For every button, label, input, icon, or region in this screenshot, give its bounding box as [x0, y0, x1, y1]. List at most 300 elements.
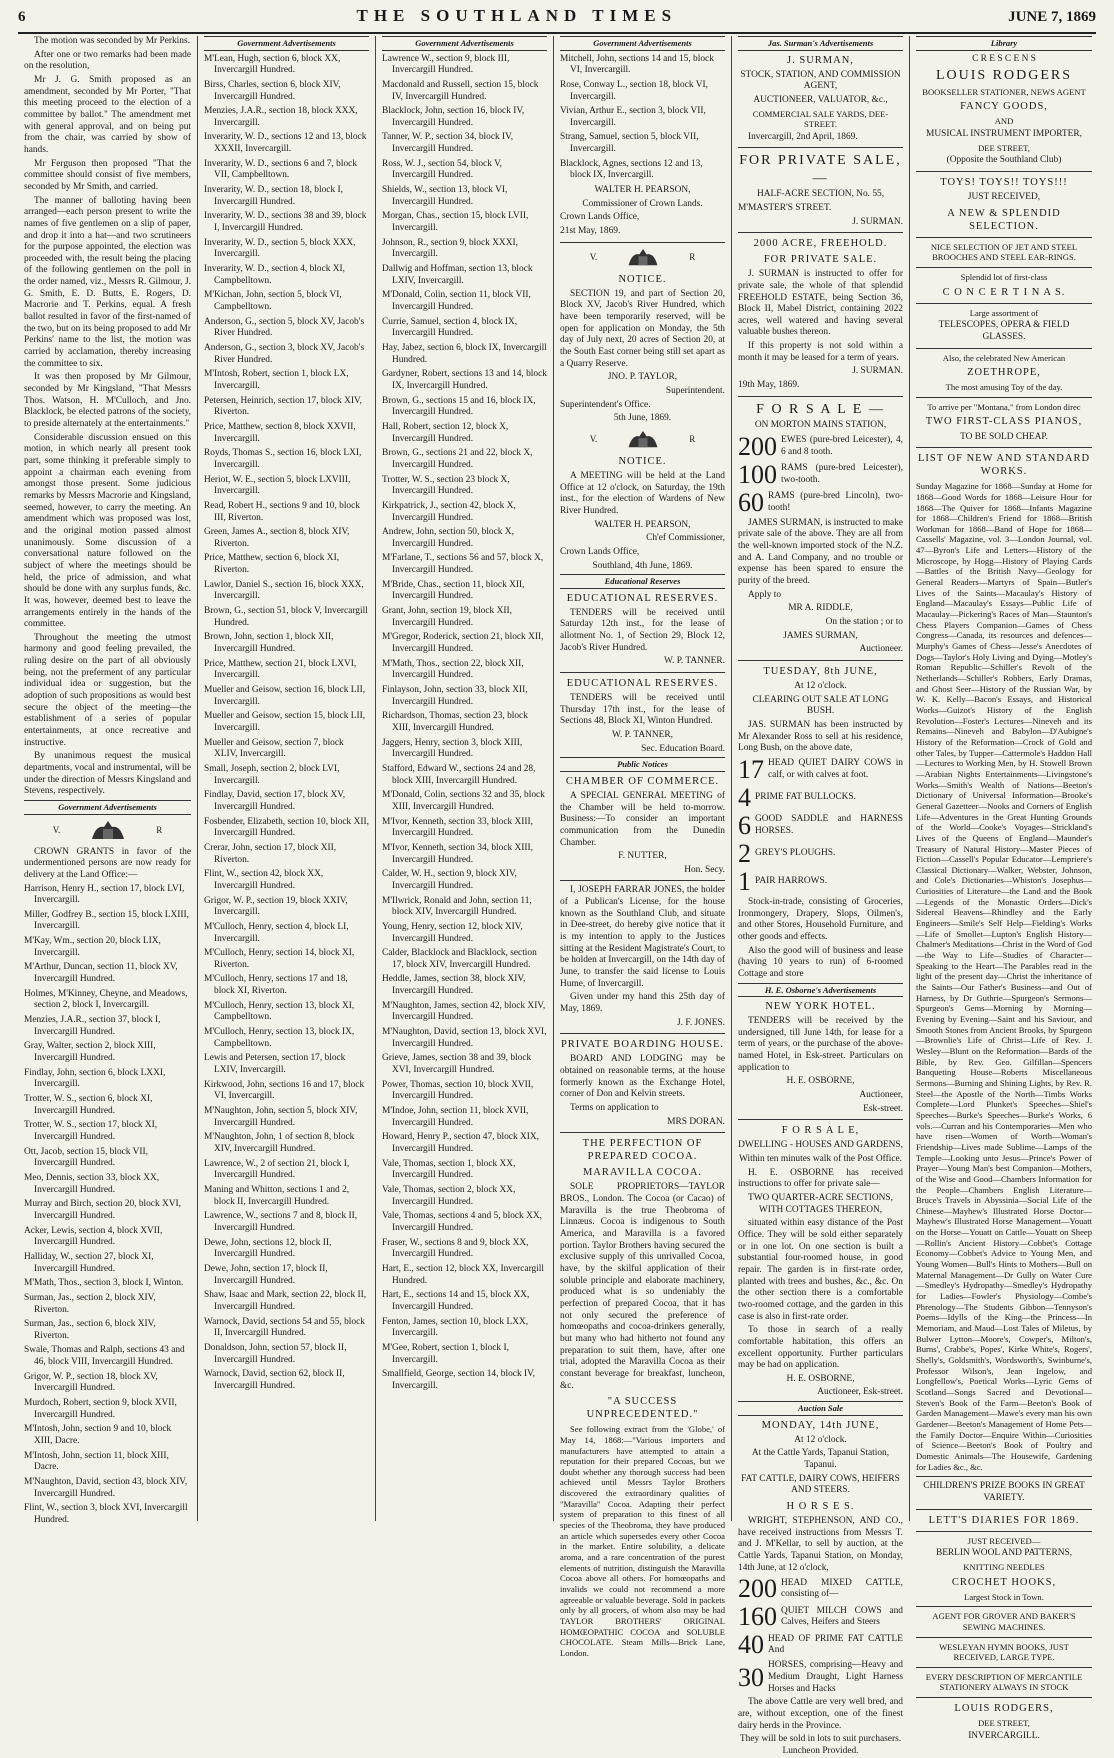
advert-text: JUST RECEIVED— — [967, 1535, 1041, 1546]
list-item: Hart, E., section 12, block XX, Invercargill Hundred. — [382, 1263, 545, 1286]
list-item: Dewe, John, sections 12, block II, Invercargill Hundred. — [204, 1237, 332, 1260]
divider — [738, 396, 903, 397]
list-item: Vale, Thomas, sections 4 and 5, block XX, Invercargill Hundred. — [382, 1211, 542, 1233]
stock-list — [738, 431, 903, 517]
list-item: Grigor, W. P., section 18, block XV, Invercargill Hundred. — [24, 1371, 158, 1394]
divider — [916, 1531, 1092, 1532]
stock-quantity: 6 — [738, 810, 751, 840]
list-item: M'Math, Thos., section 22, block XII, Invercargill Hundred. — [382, 658, 524, 681]
list-item: Finlayson, John, section 33, block XII, Invercargill Hundred. — [382, 685, 528, 707]
signature-title: Auctioneer. — [859, 644, 903, 655]
advert-title: BERLIN WOOL AND PATTERNS, — [935, 1548, 1073, 1559]
advert-text: TENDERS will be received by the undersigned, till June 14th, for lease for a term of years, or the purchase of the above-named Hotel, in Esk-street. Particulars on application to — [738, 1016, 903, 1073]
signature: J. SURMAN. — [852, 366, 903, 377]
advert-title: F O R S A L E, — [781, 1125, 860, 1137]
newspaper-title: THE SOUTHLAND TIMES — [356, 6, 678, 25]
list-item: Young, Henry, section 12, block XIV, Invercargill Hundred. — [382, 921, 523, 944]
divider — [916, 1606, 1092, 1607]
list-item: M'Intosh, John, section 11, block XIII, Dacre. — [24, 1450, 169, 1473]
signature: H. E. OSBORNE, — [786, 1373, 855, 1384]
advert-location: M'MASTER'S STREET. — [738, 202, 832, 213]
crest-right-letter: R — [689, 434, 696, 445]
section-header: Educational Reserves — [560, 574, 725, 589]
stock-item — [738, 1632, 903, 1658]
stock-description: QUIET MILCH COWS and Calves, Heifers and Steers — [781, 1605, 903, 1628]
signature: MR A. RIDDLE, — [788, 603, 853, 614]
list-item: M'Farlane, T., sections 56 and 57, block X, Invercargill Hundred. — [382, 553, 544, 576]
divider — [560, 1033, 725, 1034]
list-item: Surman, Jas., section 6, block XIV, Riverton. — [24, 1319, 156, 1341]
crown-grants-list — [382, 54, 547, 1393]
divider — [738, 147, 903, 148]
notice-date: Invercargill, 2nd April, 1869. — [748, 131, 858, 142]
advert-title: A NEW & SPLENDID SELECTION. — [947, 207, 1061, 232]
advert-text: situated within easy distance of the Post Office. They will be sold either separately or in one lot. On one section is built a substantial four-roomed house, in good repair. The garden is in first-rate order, planted with trees and bushes, &c., &c. On the other section there is a comfortable two-roomed cottage, and the garden in this case is also in first-rate order. — [738, 1218, 903, 1322]
list-item: M'Naughton, John, section 5, block XIV, Invercargill Hundred. — [204, 1106, 358, 1128]
signature-title: Auctioneer, Esk-street. — [817, 1387, 903, 1398]
list-item: Green, James A., section 8, block XIV, Riverton. — [204, 527, 350, 549]
list-item: Smallfield, George, section 14, block IV, Invercargill. — [382, 1369, 536, 1391]
list-item: Shaw, Isaac and Mark, section 22, block II, Invercargill Hundred. — [204, 1290, 367, 1312]
list-item: Anderson, G., section 5, block XV, Jacob's River Hundred. — [204, 316, 365, 339]
list-item: Surman, Jas., section 2, block XIV, Riverton. — [24, 1292, 156, 1315]
advert-subtitle: HALF-ACRE SECTION, No. 55, — [756, 189, 885, 200]
list-item: M'Kichan, John, section 5, block VI, Campbelltown. — [204, 290, 342, 312]
list-item: Fenton, James, section 10, block LXX, Invercargill. — [382, 1316, 529, 1339]
divider — [916, 1509, 1092, 1510]
advert-text: The most amusing Toy of the day. — [945, 382, 1063, 393]
list-item: M'Ivor, Kenneth, section 33, block XIII, Invercargill Hundred. — [382, 816, 534, 839]
advert-title: THE PERFECTION OF PREPARED COCOA. — [582, 1138, 703, 1163]
list-item: Kirkwood, John, sections 16 and 17, block VI, Invercargill. — [204, 1079, 365, 1102]
stock-item — [738, 838, 903, 868]
stock-item — [738, 1604, 903, 1630]
stock-item — [738, 431, 903, 461]
notice-date: 21st May, 1869. — [560, 226, 621, 237]
list-item: M'Culloch, Henry, section 14, block XI, Riverton. — [204, 948, 355, 970]
advert-text: They will be sold in lots to suit purchasers. Luncheon Provided. — [739, 1734, 902, 1756]
list-item: Halliday, W., section 27, block XI, Invercargill Hundred. — [24, 1251, 154, 1274]
list-item: Murdoch, Robert, section 9, block XVII, Invercargill Hundred. — [24, 1398, 177, 1420]
crown-grants-list — [24, 884, 191, 1527]
advert-title: TWO FIRST-CLASS PIANOS, — [925, 416, 1083, 428]
list-item: Grieve, James, section 38 and 39, block XVI, Invercargill Hundred. — [382, 1053, 532, 1076]
advert-subtitle: Within ten minutes walk of the Post Office. — [739, 1154, 902, 1165]
stock-quantity: 200 — [738, 1574, 777, 1604]
list-item: Kirkpatrick, J., section 42, block X, Invercargill Hundred. — [382, 500, 516, 523]
notice-text: SECTION 19, and part of Section 20, Block XV, Jacob's River Hundred, which have been temporarily reserved, will be open for application on Monday, the 5th day of July next, 20 acres of Section 20, at the South East corner being still set apart as a Quarry Reserve. — [560, 288, 725, 369]
notice-text: A SPECIAL GENERAL MEETING of the Chamber will be held to-morrow. Business:—To consider an important communication from the Dunedin Chamber. — [560, 790, 725, 848]
divider — [916, 1476, 1092, 1477]
office-name: Crown Lands Office, — [560, 546, 640, 557]
list-item: M'Donald, Colin, sections 32 and 35, block XIII, Invercargill Hundred. — [382, 790, 545, 812]
advert-subtitle: FOR PRIVATE SALE. — [763, 254, 878, 266]
notice-text: I, JOSEPH FARRAR JONES, the holder of a Publican's License, for the house known as the Southland Club, and situate in Dee-street, do hereby give notice that it is my intention to apply to the Justices sitting at the Resident Magistrate's Court, to be holden at Invercargill, on the 14th day of June, to transfer the said license to Louis Hume, of Invercargill. — [560, 885, 725, 989]
book-list: Sunday Magazine for 1868—Sunday at Home for 1868—Good Words for 1868—Leisure Hour for 1868—The Quiver for 1868—Infants Magazine for 1868—Children's Friend for 1868—British Workman for 1868—Band of Hope for 1868—Cassells' Magazine, vol. 3—London Journal, vol. 47—Byron's Life and Letters—History of the Microscope, by Hogg—History of Playing Cards—Battles of the British Navy—Geology for General Readers—Martyrs of Spain—Butler's Lives of the Saints—Macaulay's History of England—Macaulay's Essays—Public Life of Macaulay—Pickering's Races of Man—Staunton's Chess Players Companion—Games of Chess Congress—Canada, its resources and defences—Murphy's Games of Chess—Jesse's Anecdotes of Dogs—Taylor's Holy Living and Dying—Motley's Roman Republic—Schiller's Revolt of the Netherlands—Schiller's Robbers, Early Dramas, and Ghost Seer—History of the Russian War, by W. K. Kelly—Bacon's Essays, and Historical Works—Guizot's History of the English Revolution—Foster's Lectures—Nineveh and its Remains—Nineveh and Babylon—D'Aubigne's History of the Reformation—Crock of Gold and other Tales, by Tupper—Cattermole's Haddon Hall—Lectures to Working Men, by H. Stowell Brown—Arabian Nights Entertainments—Livingstone's Works—Smith's Wealth of Nations—Beeton's Dictionary of Universal Information—Brooke's General Gazetteer—Nooks and Corners of English Life—Adventures in the Great Hunting Grounds of the World—Cooke's Voyages—Strickland's Lives of the Queens of England—Maunder's Treasury of Natural History—Master Pieces of Fiction—Cassell's Popular Educator—Lempriere's Classical Dictionary—Walker, Webster, Johnson, and Cole's Dictionaries—Whiston's Josephus—Curiosities of Literature—the Land and the Book—Legends of the Monastic Orders—Dick's Sidereal Heavens—Rhindley and the Early Engineers—Smile's Self Help—Fielding's Works—Life of Smollet—Lupton's English History—Chalmer's Meditations—Christ in the Word of God—the Way to Life—Studies of Character—Speaking to the Heart—The Parables read in the light of the present day—Christ the inheritance of the Saints—Our Father's Business—and Out of Harness, by Dr Guthrie—Spurgeon's Sermons—Spurgeon's Gems—Morning by Morning—Evening by Evening—Saint and his Saviour, and Smooth Stones from Ancient Brooks, by Spurgeon—Brownlie's Life of Christ—Life of Rev. J. Wesley—Blunt on the Reformation—Bards of the Bible, by Rev. Geo. Gilfillan—Spencers Banqueting House—Roberts Miscellaneous Sermons—Burning and Shining Lights, by Rev. R. Steel—the Apostle of the North—Timbs Works Complete—Lord Plunket's Speeches—Shiel's Speeches—Burke's Speeches—Burke's Works, 6 vols.—Curran and his Contemporaries—Men who have risen—Women of Worth—Woman's Friendship—Lives made Sublime—Lamps of the Temple—Looking unto Jesus—Prince's Power of Prayer—Young Man's best Companion—Mothers, of the Wise and Good—Chambers Information for the People—Chambers English Literature—Bruce's Travels in Abyssinia—Social Life of the Chinese—Mayhew's Illustrated Horse Doctor—Mayhew's Illustrated Horse Management—Youatt on the Horse—Youatt on Cattle—Youatt on Sheep—Rollin's Ancient History—Cobbet's Cottage Economy—Cobbet's Advice to Young Men, and Young Women—Bull's Hints to Mothers—Bull on Maternal Management—Dr Gully on Water Cure—Smedley's Hydropathy—Smedley's Hydropathy for Ladies—Fowler's Physiology—Combe's Phrenology—The Students Gibbon—Tennyson's Poems—Idylls of the King—the Princess—In Memoriam, and Maud—Lost Tales of Miletus, by Bulwer Lytton—Moore's, Cowper's, Milton's, Burns', Crabbe's, Popes', Kirke White's, Rogers', Shelly's, Goldsmith's, Wordsworth's, Swinburne's, Professor Wilson's, Jean Ingelow, and Longfellow's, Poetical Works—Lyric Gems of Scotland—Songs Sacred and Devotional—Steven's Book of the Farm—Beeton's Book of Garden Management—Mawe's every man his own Gardener—Beeton's Management of Home Pets—the Family Doctor—Enquire Within—Curiosities of Science—Beeton's Book of Poultry and Domestic Animals—The Housewife, Gardening for Ladies &c., &c. — [916, 481, 1092, 1472]
list-item: Crerar, John, section 17, block XII, Riverton. — [204, 842, 337, 865]
advert-text: NICE SELECTION OF JET AND STEEL BROOCHES AND STEEL EAR-RINGS. — [930, 241, 1078, 263]
list-item: Inverarity, W. D., section 5, block XXX, Invercargill. — [204, 237, 356, 260]
advert-title: F O R S A L E — — [756, 401, 885, 417]
advert-title: CROCHET HOOKS, — [951, 1576, 1057, 1588]
notice-date: 5th June, 1869. — [613, 413, 672, 424]
list-item: M'Bride, Chas., section 11, block XII, Invercargill Hundred. — [382, 579, 525, 602]
stock-description: HEAD QUIET DAIRY COWS in calf, or with calves at foot. — [768, 758, 903, 780]
advert-text: JUST RECEIVED, — [967, 191, 1041, 202]
stock-description: RAMS (pure-bred Leicester), two-tooth. — [781, 463, 903, 485]
sale-date: MONDAY, 14th JUNE, — [761, 1419, 880, 1431]
divider — [916, 1667, 1092, 1668]
list-item: Miller, Godfrey B., section 15, block LXIII, Invercargill. — [24, 909, 189, 932]
stock-description: RAMS (pure-bred Lincoln), two-tooth! — [768, 491, 903, 513]
shop-name: C R E S C E N S — [972, 53, 1036, 64]
divider — [916, 447, 1092, 448]
advert-text: WRIGHT, STEPHENSON, AND CO., have received instructions from Messrs T. and J. M'Kellar, to sell by auction, at the Cattle Yards, Tapanui Station, on Monday, 14th June, at 12 o'clock, — [738, 1515, 903, 1573]
list-item: Acker, Lewis, section 4, block XVII, Invercargill Hundred. — [24, 1225, 163, 1248]
list-item: M'Intosh, John, section 9 and 10, block XIII, Dacre. — [24, 1424, 172, 1447]
advertiser-address: INVERCARGILL. — [968, 1730, 1040, 1741]
stock-description: PRIME FAT BULLOCKS. — [755, 792, 856, 803]
divider — [916, 397, 1092, 398]
divider — [916, 303, 1092, 304]
advert-title: TOYS! TOYS!! TOYS!!! — [940, 176, 1068, 188]
list-item: M'Gregor, Roderick, section 21, block XII, Invercargill Hundred. — [382, 632, 544, 655]
advert-text: To those in search of a really comfortable habitation, this offers an excellent opportunity. Further particulars may be had on application. — [738, 1325, 903, 1371]
advert-text: J. SURMAN is instructed to offer for private sale, the whole of that splendid FREEHOLD ESTATE, being Section 36, Block II, Mabel District, containing 2022 acres, well watered and having several valuable bushes thereon. — [738, 269, 903, 338]
list-item: Morgan, Chas., section 15, block LVII, Invercargill. — [382, 211, 529, 234]
section-header: Jas. Surman's Advertisements — [738, 36, 903, 51]
stock-item — [738, 459, 903, 489]
divider — [916, 237, 1092, 238]
signature-title: Commissioner of Crown Lands. — [582, 198, 703, 209]
signature-title: Sec. Education Board. — [641, 743, 725, 754]
notice-title: PRIVATE BOARDING HOUSE. — [560, 1039, 725, 1051]
section-header: Public Notices — [560, 757, 725, 772]
article-paragraph: Mr Ferguson then proposed "That the committee should consist of five members, seconded by Mr Smith, and carried. — [24, 158, 191, 192]
stock-list — [738, 1576, 903, 1695]
advert-title: WESLEYAN HYMN BOOKS, JUST RECEIVED, LARGE TYPE. — [939, 1641, 1069, 1663]
advertiser-name: LOUIS RODGERS — [935, 68, 1073, 84]
advert-text: Also the good will of business and lease (having 10 years to run) of 6-roomed Cottage and store — [738, 945, 903, 979]
stock-description: GREY'S PLOUGHS. — [755, 848, 836, 859]
column-3 — [376, 36, 554, 1521]
list-item: Meo, Dennis, section 33, block XX, Invercargill Hundred. — [24, 1172, 160, 1195]
advertiser-title: BOOKSELLER STATIONER, NEWS AGENT — [922, 86, 1086, 97]
list-item: Strang, Samuel, section 5, block VII, Invercargill. — [560, 132, 699, 155]
list-item: M'Naughton, John, 1 of section 8, block XIV, Invercargill Hundred. — [204, 1132, 355, 1154]
notice-date: Given under my hand this 25th day of May, 1869. — [560, 992, 725, 1015]
notice-title: CHAMBER OF COMMERCE. — [565, 775, 720, 787]
sale-time: At 12 o'clock. — [794, 1434, 847, 1445]
list-item: Brown, John, section 1, block XII, Invercargill Hundred. — [204, 632, 334, 655]
list-item: Brown, G., section 51, block V, Invercargill Hundred. — [204, 606, 368, 628]
signature-place: Esk-street. — [863, 1103, 903, 1114]
advert-subtitle: ON MORTON MAINS STATION, — [754, 420, 887, 431]
section-header: H. E. Osborne's Advertisements — [738, 983, 903, 998]
list-item: Lawlor, Daniel S., section 16, block XXX, Invercargill. — [204, 579, 364, 602]
list-item: Brown, G., sections 15 and 16, block IX, Invercargill Hundred. — [382, 395, 536, 418]
advert-text: H. E. OSBORNE has received instructions to offer for private sale— — [738, 1167, 903, 1190]
advert-title: CHILDREN'S PRIZE BOOKS IN GREAT VARIETY. — [923, 1481, 1085, 1503]
signature: W. P. TANNER, — [612, 730, 673, 741]
list-item: Andrew, John, section 50, block X, Invercargill Hundred. — [382, 527, 514, 549]
advert-title: FOR PRIVATE SALE,— — [739, 153, 902, 186]
stock-item — [738, 782, 903, 812]
signature: WALTER H. PEARSON, — [594, 185, 691, 196]
advertiser-title: STOCK, STATION, AND COMMISSION AGENT, — [740, 69, 901, 92]
column-1 — [18, 36, 198, 1525]
article-body — [24, 36, 191, 798]
list-item: Howard, Henry P., section 47, block XIX, Invercargill Hundred. — [382, 1132, 540, 1154]
list-item: Stafford, Edward W., sections 24 and 28, block XIII, Invercargill Hundred. — [382, 763, 536, 786]
divider — [916, 1697, 1092, 1698]
article-paragraph: Mr J. G. Smith proposed as an amendment, seconded by Mr Porter, "That this meeting proceed to the election of a committee by ballot." The amendment met with general approval, and on being put from the chair, was carried by show of hands. — [24, 74, 191, 155]
stock-quantity: 4 — [738, 782, 751, 812]
list-item: Warnock, David, sections 54 and 55, block II, Invercargill Hundred. — [204, 1316, 365, 1339]
sale-date: TUESDAY, 8th JUNE, — [763, 666, 878, 677]
list-item: M'Ilwrick, Ronald and John, section 11, block XIV, Invercargill Hundred. — [382, 895, 532, 918]
signature: J. SURMAN. — [852, 216, 903, 227]
stock-description: PAIR HARROWS. — [755, 876, 828, 887]
stock-quantity: 160 — [738, 1602, 777, 1632]
list-item: M'Culloch, Henry, section 13, block XI, Campbelltown. — [204, 1000, 355, 1023]
list-item: M'Naughton, David, section 13, block XVI, Invercargill Hundred. — [382, 1027, 547, 1049]
list-item: Inverarity, W. D., section 18, block I, Invercargill Hundred. — [204, 185, 343, 207]
signature: W. P. TANNER. — [664, 656, 725, 667]
list-item: Hall, Robert, section 12, block X, Invercargill Hundred. — [382, 421, 509, 444]
list-item: Harrison, Henry H., section 17, block LVI, Invercargill. — [24, 883, 185, 906]
coat-of-arms-icon — [625, 247, 661, 269]
list-item: Small, Joseph, section 2, block LVI, Invercargill. — [204, 763, 340, 786]
list-item: Donaldson, John, section 57, block II, Invercargill Hundred. — [204, 1342, 347, 1365]
list-item: Petersen, Heinrich, section 17, block XIV, Riverton. — [204, 395, 362, 418]
signature: JNO. P. TAYLOR, — [607, 372, 678, 383]
section-header: Government Advertisements — [560, 36, 725, 51]
advert-title: NEW YORK HOTEL. — [765, 1001, 876, 1013]
list-item: Mueller and Geisow, section 15, block LII, Invercargill. — [204, 711, 366, 733]
article-paragraph: Considerable discussion ensued on this motion, in which nearly all present took part, some thinking it preferable simply to appoint a chairman each evening from amongst those present. Some judicious remarks by Messrs Macrorie and Kingsland, seemed, however, to carry the meeting. An amendment which was proposed was lost, and the original motion passed almost unanimously. Some discussion of a conversational nature followed on the subject of where the meetings should be held, the price of admission, and what should be done with any surplus funds, &c. It was, however, deemed best to leave the arrangements entirely in the hands of the committee. — [24, 432, 191, 630]
crest-right-letter: R — [689, 252, 696, 263]
sale-place: At the Cattle Yards, Tapanui Station, Tapanui. — [751, 1448, 890, 1470]
stock-quantity: 100 — [738, 459, 777, 489]
section-header: Auction Sale — [738, 1401, 903, 1416]
list-item: Flint, W., section 42, block XX, Invercargill Hundred. — [204, 869, 324, 891]
column-4 — [554, 36, 732, 1658]
list-item: Inverarity, W. D., sections 12 and 13, block XXXII, Invercargill. — [204, 132, 367, 155]
advertiser-name: J. SURMAN, — [787, 54, 854, 66]
list-item: Birss, Charles, section 6, block XIV, Invercargill Hundred. — [204, 79, 341, 102]
notice-title: NOTICE. — [618, 273, 667, 285]
list-item: Lawrence, W., 2 of section 21, block I, Invercargill Hundred. — [204, 1158, 350, 1181]
list-item: Lewis and Petersen, section 17, block LXIV, Invercargill. — [204, 1053, 346, 1076]
list-item: Blacklock, Agnes, sections 12 and 13, block IX, Invercargill. — [560, 158, 703, 181]
list-item: Price, Matthew, section 6, block XI, Riverton. — [204, 553, 340, 576]
list-item: Gardyner, Robert, sections 13 and 14, block IX, Invercargill Hundred. — [382, 369, 547, 391]
divider — [738, 232, 903, 233]
advert-text: See following extract from the 'Globe,' of May 14, 1868:—"Various importers and manufacturers have attempted to attain a reputation for their prepared Cocoas, but we doubt whether any thorough success had been achieved until Messrs Taylor Brothers discovered the extraordinary qualities of "Maravilla" Cocoa. Adapting their perfect system of preparation to this finest of all species of the Theobroma, they have produced an article which supersedes every other Cocoa in the market. Entire solubility, a delicate aroma, and a rare concentration of the purest elements of nutrition, distinguish the Maravilla Cocoa above all others. For homœopaths and invalids we could not recommend a more agreeable or valuable beverage. Sold in packets only by all grocers, of whom also may be had TAYLOR BROTHERS' ORIGINAL HOMŒOPATHIC COCOA and SOLUBLE CHOCOLATE. Steam Mills—Brick Lane, London. — [560, 1424, 725, 1658]
advert-subtitle: "A SUCCESS UNPRECEDENTED." — [586, 1396, 699, 1421]
list-item: M'Culloch, Henry, section 13, block IX, Campbelltown. — [204, 1027, 355, 1049]
list-item: Fraser, W., sections 8 and 9, block XX, Invercargill Hundred. — [382, 1237, 529, 1260]
divider — [916, 171, 1092, 172]
list-item: Vale, Thomas, section 2, block XX, Invercargill Hundred. — [382, 1184, 516, 1207]
divider — [916, 348, 1092, 349]
signature: JAMES SURMAN, — [783, 630, 858, 641]
article-paragraph: By unanimous request the musical departments, vocal and instrumental, will be under the direction of Messrs Kingsland and Stevens, respectively. — [24, 751, 191, 797]
signature-title: Auctioneer, — [859, 1090, 903, 1101]
list-item: Swale, Thomas and Ralph, sections 43 and 46, block VIII, Invercargill Hundred. — [24, 1345, 185, 1368]
list-item: Menzies, J.A.R., section 18, block XXX, Invercargill. — [204, 106, 358, 128]
list-item: Blacklock, John, section 16, block IV, Invercargill Hundred. — [382, 106, 525, 128]
list-item: Maning and Whitton, sections 1 and 2, block II, Invercargill Hundred. — [204, 1184, 350, 1207]
list-item: Trotter, W. S., section 6, block XI, Invercargill Hundred. — [24, 1094, 153, 1116]
coat-of-arms-icon — [88, 819, 128, 843]
advert-title: C O N C E R T I N A S. — [942, 286, 1066, 298]
advertiser-title: MUSICAL INSTRUMENT IMPORTER, — [926, 128, 1082, 139]
article-paragraph: Throughout the meeting the utmost harmony and good feeling prevailed, the ruling desire on the part of all obviously being, not the preferment of any particular individual idea or suggestion, but the adoption of such propositions as would best secure the object of the meeting—the establishment of a series of popular entertainments, at once recreative and instructive. — [24, 632, 191, 748]
list-item: Heriot, W. E., section 5, block LXVIII, Invercargill. — [204, 474, 351, 497]
office-name: Superintendent's Office. — [560, 399, 651, 410]
advertiser-name: LOUIS RODGERS, — [954, 1703, 1054, 1715]
list-item: M'Arthur, Duncan, section 11, block XV, Invercargill Hundred. — [24, 962, 178, 985]
advertiser-address: DEE STREET, — [978, 1718, 1030, 1729]
section-header: Government Advertisements — [204, 36, 369, 51]
advert-subtitle: MARAVILLA COCOA. — [582, 1167, 703, 1179]
signature: MRS DORAN. — [667, 1116, 725, 1127]
advert-subtitle: TWO QUARTER-ACRE SECTIONS, WITH COTTAGES THEREON, — [747, 1192, 893, 1215]
divider — [738, 1119, 903, 1120]
list-item: Dallwig and Hoffman, section 13, block LXIV, Invercargill. — [382, 264, 533, 286]
list-item: Vale, Thomas, section 1, block XX, Invercargill Hundred. — [382, 1158, 516, 1181]
column-5 — [732, 36, 910, 1756]
list-item: Power, Thomas, section 10, block XVII, Invercargill Hundred. — [382, 1079, 534, 1102]
list-item: M'Intosh, Robert, section 1, block LX, Invercargill. — [204, 369, 349, 391]
list-item: Read, Robert H., sections 9 and 10, block III, Riverton. — [204, 500, 360, 523]
list-item: Mueller and Geisow, section 7, block XLIV, Invercargill. — [204, 737, 344, 760]
advert-text: TO BE SOLD CHEAP. — [960, 431, 1048, 442]
masthead — [18, 6, 1096, 34]
article-paragraph: The motion was seconded by Mr Perkins. — [34, 36, 190, 46]
advert-title: CLEARING OUT SALE AT LONG BUSH. — [752, 694, 889, 717]
list-item: Brown, G., sections 21 and 22, block X, Invercargill Hundred. — [382, 448, 533, 470]
article-paragraph: After one or two remarks had been made on the resolution, — [24, 49, 191, 72]
divider — [560, 1132, 725, 1133]
stock-quantity: 60 — [738, 487, 764, 517]
list-item: Findlay, David, section 17, block XV, Invercargill Hundred. — [204, 790, 346, 812]
advert-title: H O R S E S. — [786, 1500, 855, 1512]
advertiser-address: DEE STREET, — [978, 142, 1030, 153]
list-item: M'Culloch, Henry, section 4, block LI, Invercargill. — [204, 921, 349, 944]
advert-text: Largest Stock in Town. — [964, 1591, 1044, 1602]
advert-title: AGENT FOR GROVER AND BAKER'S SEWING MACHINES. — [932, 1611, 1076, 1632]
list-item: Holmes, M'Kinney, Cheyne, and Meadows, section 2, block I, Invercargill. — [24, 988, 188, 1011]
column-6 — [910, 36, 1098, 1741]
stock-description: HORSES, comprising—Heavy and Medium Draught, Light Harness Horses and Hacks — [768, 1660, 903, 1694]
section-header: Library — [916, 36, 1092, 51]
stock-item — [738, 1660, 903, 1695]
coat-of-arms-icon — [625, 429, 661, 451]
list-item: Jaggers, Henry, section 3, block XIII, Invercargill Hundred. — [382, 737, 523, 760]
advert-text: Apply to — [748, 589, 782, 600]
stock-item — [738, 810, 903, 840]
list-item: Grigor, W. P., section 19, block XXIV, Invercargill. — [204, 895, 348, 918]
list-item: Findlay, John, section 6, block LXXI, Invercargill. — [24, 1067, 166, 1090]
advert-title: LIST OF NEW AND STANDARD WORKS. — [917, 453, 1091, 478]
list-item: Flint, W., section 3, block XVI, Invercargill Hundred. — [24, 1503, 188, 1525]
list-item: Ott, Jacob, section 15, block VII, Invercargill Hundred. — [24, 1146, 149, 1169]
crown-grants-list — [204, 54, 369, 1393]
signature: F. NUTTER, — [618, 851, 667, 862]
stock-item — [738, 754, 903, 784]
advert-text: JAS. SURMAN has been instructed by Mr Alexander Ross to sell at his residence, Long Bush, on the above date, — [738, 719, 903, 754]
list-item: Vivian, Arthur E., section 3, block VII, Invercargill. — [560, 106, 706, 128]
list-item: Murray and Birch, section 20, block XVI, Invercargill Hundred. — [24, 1199, 181, 1221]
sale-time: At 12 o'clock. — [794, 681, 847, 692]
advert-text: AND — [994, 116, 1014, 127]
list-item: M'Naughton, James, section 42, block XIV, Invercargill Hundred. — [382, 1000, 546, 1023]
list-item: Mueller and Geisow, section 16, block LII, Invercargill. — [204, 685, 366, 707]
list-item: Ross, W. J., section 54, block V, Invercargill Hundred. — [382, 158, 502, 181]
signature: J. F. JONES. — [677, 1017, 725, 1028]
list-item: Shields, W., section 13, block VI, Invercargill Hundred. — [382, 185, 508, 207]
page-number: 6 — [18, 9, 26, 25]
list-item: Lawrence, W., sections 7 and 8, block II, Invercargill Hundred. — [204, 1211, 358, 1233]
list-item: Grant, John, section 19, block XII, Invercargill Hundred. — [382, 606, 512, 628]
advert-text: If this property is not sold within a month it may be leased for a term of years. — [738, 341, 903, 363]
list-item: Menzies, J.A.R., section 37, block I, Invercargill Hundred. — [24, 1015, 161, 1037]
stock-description: HEAD MIXED CATTLE, consisting of— — [781, 1577, 903, 1600]
signature: WALTER H. PEARSON, — [594, 519, 691, 530]
advert-subtitle: DWELLING - HOUSES AND GARDENS, — [738, 1140, 903, 1151]
list-item: Warnock, David, section 62, block II, Invercargill Hundred. — [204, 1369, 345, 1391]
crest-right-letter: R — [156, 824, 163, 835]
columns — [18, 36, 1098, 1756]
list-item: M'Naughton, David, section 43, block XIV, Invercargill Hundred. — [24, 1477, 188, 1499]
notice-text: A MEETING will be held at the Land Office at 12 o'clock, on Saturday, the 19th inst., for the election of Wardens of New River Hundred. — [560, 470, 725, 516]
list-item: Calder, W. H., section 9, block XIV, Invercargill Hundred. — [382, 869, 517, 891]
list-item: Lawrence W., section 9, block III, Invercargill Hundred. — [382, 53, 510, 76]
list-item: Price, Matthew, section 8, block XXVII, Invercargill. — [204, 421, 356, 444]
list-item: Dewe, John, section 17, block II, Invercargill Hundred. — [204, 1263, 328, 1286]
list-item: M'Lean, Hugh, section 6, block XX, Invercargill Hundred. — [204, 53, 341, 76]
list-item: Gray, Walter, section 2, block XIII, Invercargill Hundred. — [24, 1041, 156, 1064]
divider — [560, 880, 725, 881]
advert-text: SOLE PROPRIETORS—TAYLOR BROS., London. The Cocoa (or Cacao) of Maravilla is the true Theobroma of Linnæus. Cocoa is indigenous to South America, and Maravilla is a favored portion. Taylor Brothers having secured the exclusive supply of this unrivalled Cocoa, have, by the skilful application of their soluble principle and elaborate machinery, produced what is so undeniably the perfection of prepared Cocoa, that it has not only secured the preference of homœopaths and cocoa-drinkers generally, but many who had hitherto not found any preparation to suit them, have, after one trial, adopted the Maravilla Cocoa as their constant beverage for breakfast, luncheon, &c. — [560, 1182, 725, 1391]
advert-title: ZOETHROPE, — [967, 367, 1041, 379]
signature-title: Superintendent. — [665, 385, 725, 396]
divider — [560, 672, 725, 673]
notice-title: NOTICE. — [618, 455, 667, 467]
advertiser-title: FANCY GOODS, — [960, 101, 1048, 113]
stock-item — [738, 487, 903, 517]
advert-text: KNITTING NEEDLES — [963, 1561, 1045, 1572]
notice-text: TENDERS will be received until Saturday 12th inst., for the lease of allotment No. 1, of Section 29, Block 12, Jacob's River Hundred. — [560, 607, 725, 653]
advertiser-address: COMMERCIAL SALE YARDS, DEE-STREET. — [752, 108, 889, 130]
notice-title: EDUCATIONAL RESERVES. — [566, 592, 719, 604]
stock-quantity: 1 — [738, 866, 751, 896]
divider — [738, 660, 903, 661]
list-item: M'Donald, Colin, section 11, block VII, Invercargill Hundred. — [382, 290, 531, 312]
column-2 — [198, 36, 376, 1521]
divider — [916, 1637, 1092, 1638]
advert-title: FAT CATTLE, DAIRY COWS, HEIFERS AND STEERS. — [741, 1473, 900, 1496]
advert-text: Stock-in-trade, consisting of Groceries, Ironmongery, Drapery, Slops, Oilmen's, and other Stores, Household Furniture, and other goods and effects. — [738, 896, 903, 942]
list-item: Royds, Thomas S., section 16, block LXI, Invercargill. — [204, 448, 362, 470]
list-item: Inverarity, W. D., section 4, block XI, Campbelltown. — [204, 264, 346, 286]
list-item: Trotter, W. S., section 17, block XI, Invercargill Hundred. — [24, 1120, 158, 1142]
advert-text: Splendid lot of first-class — [960, 271, 1048, 282]
notice-text: Terms on application to — [570, 1103, 659, 1113]
